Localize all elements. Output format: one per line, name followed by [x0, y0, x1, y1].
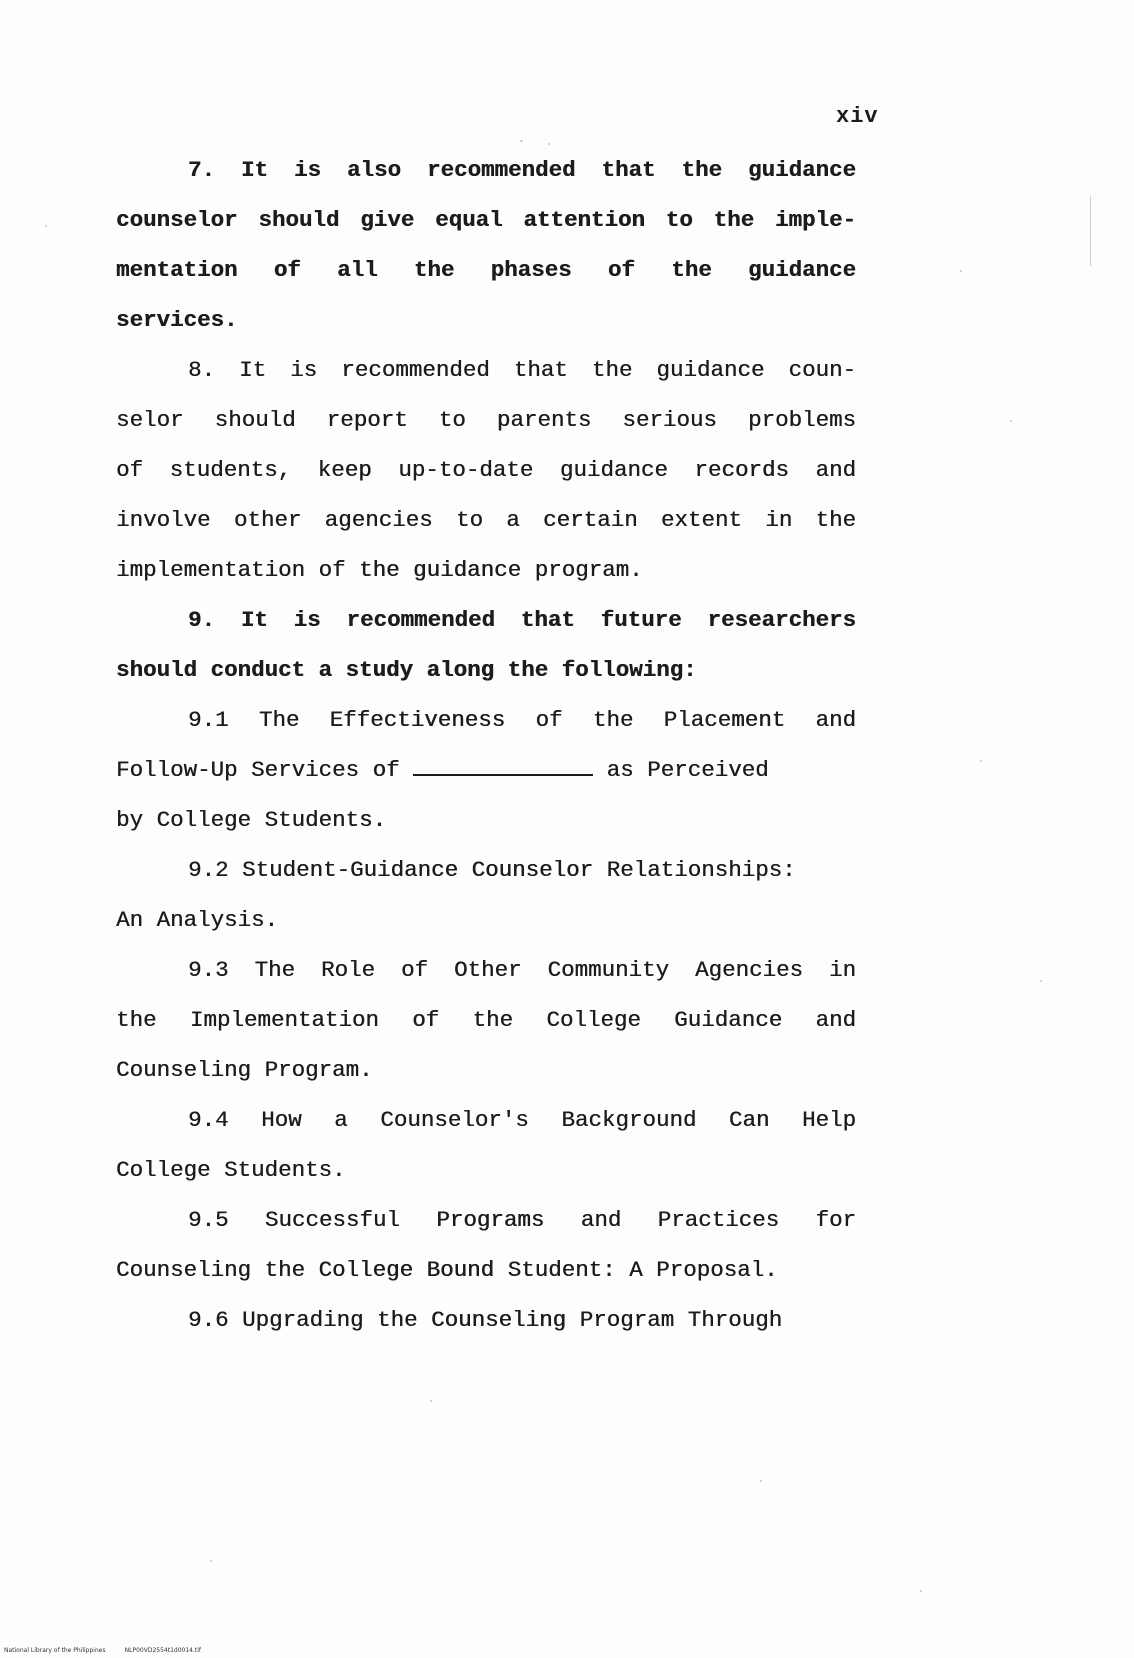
rec-7-line-3: mentation of all the phases of the guidance [116, 257, 856, 283]
scan-speckle [980, 760, 982, 762]
rec-8-line-2: selor should report to parents serious problems [116, 407, 856, 433]
rec-9-4-line-1: 9.4 How a Counselor's Background Can Help [188, 1107, 856, 1133]
fill-in-blank [413, 754, 593, 776]
rec-9-1-line-3: by College Students. [116, 807, 387, 833]
rec-9-1-line-1: 9.1 The Effectiveness of the Placement and [188, 707, 856, 733]
rec-9-3-line-3: Counseling Program. [116, 1057, 373, 1083]
scan-footer [4, 1647, 201, 1654]
rec-9-5-line-1: 9.5 Successful Programs and Practices for [188, 1207, 856, 1233]
scan-speckle [210, 1560, 212, 1562]
rec-7-line-2: counselor should give equal attention to the imple- [116, 207, 856, 233]
rec-9-line-2: should conduct a study along the following: [116, 657, 697, 683]
scan-speckle [760, 1480, 762, 1482]
scan-margin-mark [1090, 196, 1091, 266]
scan-speckle [45, 225, 47, 227]
rec-9-line-1: 9. It is recommended that future researchers [188, 607, 856, 633]
rec-8-line-1: 8. It is recommended that the guidance coun- [188, 357, 856, 383]
scan-speckle [1040, 980, 1042, 982]
rec-9-1-text-b: as Perceived [606, 757, 769, 783]
scan-speckle [430, 1400, 432, 1402]
rec-9-4-line-2: College Students. [116, 1157, 346, 1183]
rec-9-3-line-1: 9.3 The Role of Other Community Agencies in [188, 957, 856, 983]
rec-9-1-line-2 [116, 745, 856, 795]
rec-8-line-3: of students, keep up-to-date guidance records and [116, 457, 856, 483]
rec-9-3-line-2: the Implementation of the College Guidance and [116, 1007, 856, 1033]
scan-speckle [960, 270, 962, 272]
rec-7-line-1: 7. It is also recommended that the guidance [188, 157, 856, 183]
scan-speckle [920, 1590, 922, 1592]
page-number: xiv [836, 104, 879, 129]
rec-9-5-line-2: Counseling the College Bound Student: A Proposal. [116, 1257, 778, 1283]
rec-9-2-line-1: 9.2 Student-Guidance Counselor Relationships: [188, 857, 796, 883]
rec-7-line-4: services. [116, 307, 238, 333]
footer-library: National Library of the Philippines [4, 1647, 106, 1654]
recommendations-text [116, 145, 856, 1345]
scan-speckle [1010, 420, 1012, 422]
rec-9-2-line-2: An Analysis. [116, 907, 279, 933]
footer-file-id: NLP00VD2554t1d0014.tif [124, 1647, 202, 1654]
rec-9-6-line-1: 9.6 Upgrading the Counseling Program Through [188, 1307, 783, 1333]
rec-9-1-text-a: Follow-Up Services of [116, 757, 400, 783]
rec-8-line-5: implementation of the guidance program. [116, 557, 643, 583]
scan-speckle [520, 140, 523, 142]
rec-8-line-4: involve other agencies to a certain extent in the [116, 507, 856, 533]
